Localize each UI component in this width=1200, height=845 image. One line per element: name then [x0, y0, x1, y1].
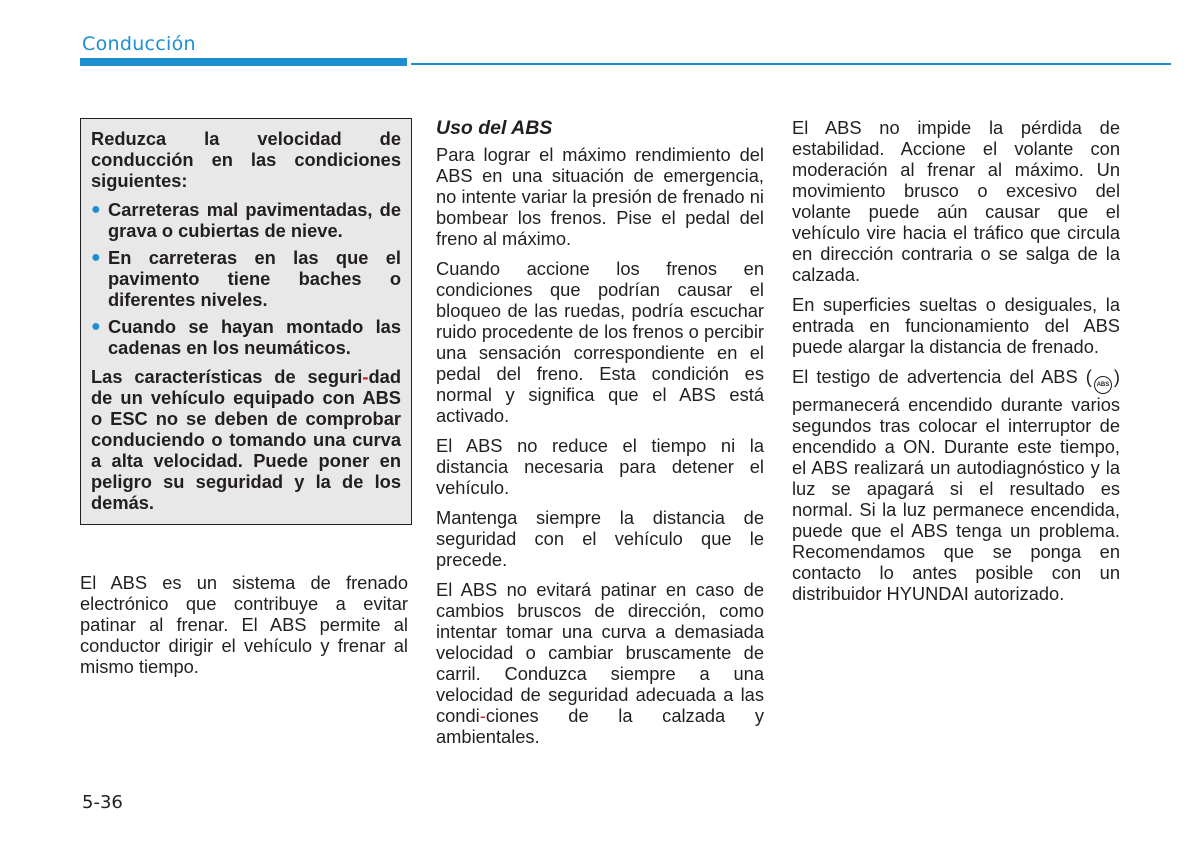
body-paragraph	[436, 579, 764, 747]
body-paragraph: El ABS no impide la pérdida de estabilidad. Accione el volante con moderación al frenar al máximo. Un movimiento brusco o excesivo del volante puede aún causar que el vehículo vire hacia el tráfico que circula en dirección contraria o se salga de la calzada.	[792, 117, 1120, 285]
hyphen-mark: -	[362, 366, 369, 387]
abs-warning-light-icon: ABS	[1094, 376, 1112, 394]
caution-closing	[91, 366, 401, 513]
caution-intro: Reduzca la velocidad de conducción en las condiciones siguientes:	[91, 128, 401, 191]
section-title: Conducción	[82, 33, 196, 55]
left-column	[80, 572, 408, 686]
caution-item-text: En carreteras en las que el pavimento tiene baches o diferentes niveles.	[108, 247, 401, 310]
caution-list-item	[91, 247, 401, 310]
caution-list-item	[91, 316, 401, 358]
paragraph-text: El ABS no evitará patinar en caso de cambios bruscos de dirección, como intentar tomar una curva a demasiada velocidad o cambiar bruscamente de carril. Conduzca siempre a una velocidad de seguridad adecuada a las condi	[436, 579, 764, 726]
middle-column	[436, 117, 764, 756]
caution-item-text: Cuando se hayan montado las cadenas en los neumáticos.	[108, 316, 401, 358]
bullet-icon: ●	[91, 249, 101, 266]
caution-item-text: Carreteras mal pavimentadas, de grava o cubiertas de nieve.	[108, 199, 401, 241]
caution-list-item	[91, 199, 401, 241]
hyphen-mark: -	[479, 705, 486, 726]
body-paragraph	[792, 366, 1120, 604]
caution-box	[80, 118, 412, 525]
page-number: 5-36	[82, 792, 123, 813]
paragraph-text: ciones de la calzada y ambientales.	[436, 705, 764, 747]
body-paragraph: En superficies sueltas o desiguales, la entrada en funcionamiento del ABS puede alargar la distancia de frenado.	[792, 294, 1120, 357]
bullet-icon: ●	[91, 318, 101, 335]
caution-list	[91, 199, 401, 358]
body-paragraph: Mantenga siempre la distancia de seguridad con el vehículo que le precede.	[436, 507, 764, 570]
body-paragraph: Cuando accione los frenos en condiciones que podrían causar el bloqueo de las ruedas, podría escuchar ruido procedente de los frenos o percibir una sensación correspondiente en el pedal del freno. Esta condición es normal y significa que el ABS está activado.	[436, 258, 764, 426]
header-rule-thick	[80, 58, 407, 66]
caution-closing-text: Las características de seguri	[91, 366, 363, 387]
caution-closing-text: dad de un vehículo equipado con ABS o ESC no se deben de comprobar conduciendo o tomando una curva a alta velocidad. Puede poner en peligro su seguridad y la de los demás.	[91, 366, 401, 513]
bullet-icon: ●	[91, 201, 101, 218]
header-rule-thin	[411, 63, 1171, 65]
right-column	[792, 117, 1120, 613]
subsection-heading: Uso del ABS	[436, 117, 553, 139]
paragraph-text: ) permanecerá encendido durante varios segundos tras colocar el interruptor de encendido a ON. Durante este tiempo, el ABS realizará un autodiagnóstico y la luz se apagará si el resultado es normal. Si la luz permanece encendida, puede que el ABS tenga un problema. Recomendamos que se ponga en contacto lo antes posible con un distribuidor HYUNDAI autorizado.	[792, 366, 1120, 604]
body-paragraph: Para lograr el máximo rendimiento del ABS en una situación de emergencia, no intente variar la presión de frenado ni bombear los frenos. Pise el pedal del freno al máximo.	[436, 144, 764, 249]
paragraph-text: El testigo de advertencia del ABS (	[792, 366, 1092, 387]
body-paragraph: El ABS no reduce el tiempo ni la distancia necesaria para detener el vehículo.	[436, 435, 764, 498]
body-paragraph: El ABS es un sistema de frenado electrónico que contribuye a evitar patinar al frenar. El ABS permite al conductor dirigir el vehículo y frenar al mismo tiempo.	[80, 572, 408, 677]
